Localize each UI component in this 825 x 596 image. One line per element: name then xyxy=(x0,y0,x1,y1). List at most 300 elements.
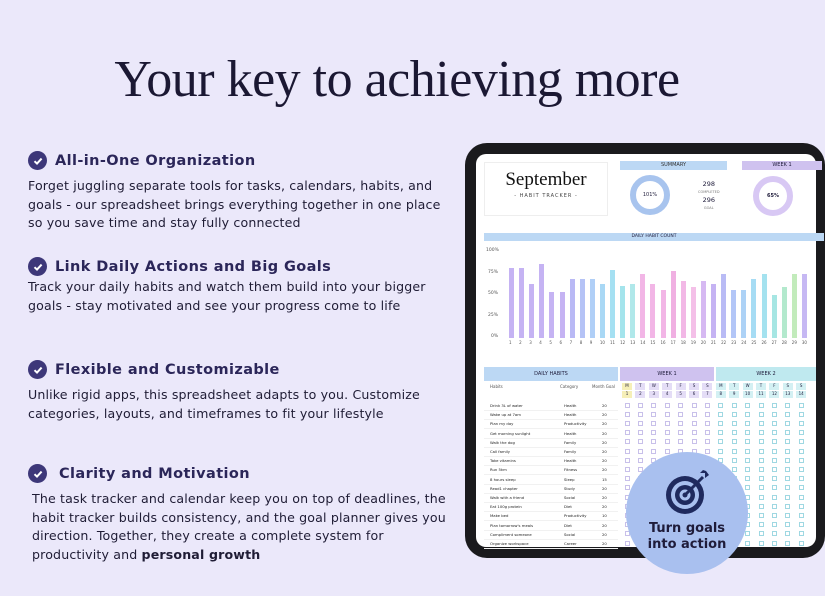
habit-checkbox[interactable] xyxy=(665,412,670,417)
habit-checkbox[interactable] xyxy=(625,485,630,490)
habit-checkbox[interactable] xyxy=(692,412,697,417)
x-tick-label: 6 xyxy=(559,340,563,345)
check-circle-icon xyxy=(28,151,47,170)
habit-checkbox[interactable] xyxy=(625,449,630,454)
habit-checkbox[interactable] xyxy=(718,439,723,444)
day-number: 14 xyxy=(796,391,806,398)
habit-checkbox[interactable] xyxy=(705,430,710,435)
x-tick-label: 20 xyxy=(700,340,706,345)
col-category: Category xyxy=(560,384,579,389)
habit-name: Organize workspace xyxy=(490,541,529,546)
chart-bar xyxy=(721,274,726,339)
day-letter: T xyxy=(635,383,645,390)
habit-goal: 20 xyxy=(602,412,607,418)
habit-checkbox[interactable] xyxy=(772,522,777,527)
x-tick-label: 14 xyxy=(640,340,646,345)
habit-name: Wake up at 7am xyxy=(490,412,521,418)
day-number: 12 xyxy=(769,391,779,398)
y-tick-label: 0% xyxy=(491,334,499,339)
habit-name: Compliment someone xyxy=(490,531,532,537)
x-tick-label: 28 xyxy=(781,340,787,345)
x-tick-label: 30 xyxy=(801,340,807,345)
habit-checkbox[interactable] xyxy=(625,467,630,472)
summary-percent: 101% xyxy=(642,192,658,198)
habit-checkbox[interactable] xyxy=(785,449,790,454)
habit-checkbox[interactable] xyxy=(745,458,750,463)
daily-count-header: DAILY HABIT COUNT xyxy=(484,233,824,241)
habit-checkbox[interactable] xyxy=(785,504,790,509)
habit-checkbox[interactable] xyxy=(759,412,764,417)
completed-label: COMPLETED xyxy=(698,190,720,194)
habit-checkbox[interactable] xyxy=(772,541,777,546)
x-tick-label: 29 xyxy=(791,340,797,345)
habit-checkbox[interactable] xyxy=(651,430,656,435)
chart-bar xyxy=(650,284,655,338)
habit-checkbox[interactable] xyxy=(651,403,656,408)
summary-ring xyxy=(630,175,670,215)
habit-category: Family xyxy=(564,449,577,454)
habit-checkbox[interactable] xyxy=(785,430,790,435)
habit-category: Health xyxy=(564,458,577,464)
habit-checkbox[interactable] xyxy=(772,504,777,509)
habit-category: Social xyxy=(564,531,576,537)
habit-checkbox[interactable] xyxy=(705,439,710,444)
habit-checkbox[interactable] xyxy=(772,485,777,490)
habit-checkbox[interactable] xyxy=(785,403,790,408)
habit-checkbox[interactable] xyxy=(638,430,643,435)
day-number: 7 xyxy=(702,391,712,398)
habit-checkbox[interactable] xyxy=(799,504,804,509)
day-number: 6 xyxy=(689,391,699,398)
habit-category: Diet xyxy=(564,504,572,510)
habit-goal: 20 xyxy=(602,522,607,528)
feature-description xyxy=(28,490,458,564)
summary-header: SUMMARY xyxy=(620,161,727,170)
feature-description: Unlike rigid apps, this spreadsheet adapts to you. Customize categories, layouts, and timeframes to fit your lifestyle xyxy=(28,387,420,421)
habit-checkbox[interactable] xyxy=(772,458,777,463)
habit-goal: 20 xyxy=(602,430,607,436)
habit-checkbox[interactable] xyxy=(705,412,710,417)
habit-category: Health xyxy=(564,430,577,436)
habit-checkbox[interactable] xyxy=(732,439,737,444)
habit-checkbox[interactable] xyxy=(745,467,750,472)
chart-bar xyxy=(741,290,746,338)
day-letter: M xyxy=(622,383,632,390)
y-tick-label: 100% xyxy=(486,248,499,253)
month-card xyxy=(484,162,608,216)
day-number: 5 xyxy=(676,391,686,398)
habit-category: Family xyxy=(564,439,577,445)
day-letter: T xyxy=(662,383,672,390)
bars-area xyxy=(509,252,815,345)
habit-checkbox[interactable] xyxy=(785,421,790,426)
habit-checkbox[interactable] xyxy=(799,541,804,546)
habit-checkbox[interactable] xyxy=(625,403,630,408)
habit-checkbox[interactable] xyxy=(799,421,804,426)
habit-checkbox[interactable] xyxy=(799,495,804,500)
col-habits: Habits xyxy=(490,384,503,389)
habit-checkbox[interactable] xyxy=(718,430,723,435)
habit-name: Make bed xyxy=(490,513,509,519)
habit-checkbox[interactable] xyxy=(759,449,764,454)
habit-checkbox[interactable] xyxy=(772,403,777,408)
badge-text-line1: Turn goals xyxy=(648,521,726,536)
habit-goal: 20 xyxy=(602,504,607,510)
habit-checkbox[interactable] xyxy=(625,412,630,417)
habit-checkbox[interactable] xyxy=(759,495,764,500)
day-letter: S xyxy=(702,383,712,390)
headline: Your key to achieving more xyxy=(114,51,680,108)
chart-bar xyxy=(630,284,635,338)
habit-checkbox[interactable] xyxy=(799,439,804,444)
habit-checkbox[interactable] xyxy=(732,430,737,435)
habit-name: Drink 3L of water xyxy=(490,403,523,408)
day-letter: S xyxy=(783,383,793,390)
badge-text-line2: into action xyxy=(647,537,727,552)
habit-checkbox[interactable] xyxy=(625,430,630,435)
habit-checkbox[interactable] xyxy=(759,439,764,444)
habit-checkbox[interactable] xyxy=(745,421,750,426)
habit-checkbox[interactable] xyxy=(799,467,804,472)
x-tick-label: 16 xyxy=(660,340,666,345)
habit-goal: 20 xyxy=(602,439,607,445)
habit-checkbox[interactable] xyxy=(678,430,683,435)
habit-checkbox[interactable] xyxy=(799,513,804,518)
month-title: September xyxy=(505,169,587,190)
day-number: 1 xyxy=(622,391,632,398)
habit-checkbox[interactable] xyxy=(745,485,750,490)
habit-checkbox[interactable] xyxy=(625,541,630,546)
habit-checkbox[interactable] xyxy=(745,449,750,454)
habit-goal: 15 xyxy=(602,476,607,482)
habit-checkbox[interactable] xyxy=(759,504,764,509)
day-letter: T xyxy=(756,383,766,390)
day-number: 2 xyxy=(635,391,645,398)
habit-checkbox[interactable] xyxy=(772,412,777,417)
completed-value: 298 xyxy=(702,180,715,188)
day-letter: S xyxy=(689,383,699,390)
target-icon xyxy=(663,469,711,517)
day-letter: F xyxy=(676,383,686,390)
habit-category: Sleep xyxy=(564,476,575,482)
habit-checkbox[interactable] xyxy=(772,513,777,518)
habit-checkbox[interactable] xyxy=(732,458,737,463)
habit-goal: 20 xyxy=(602,458,607,464)
habit-category: Productivity xyxy=(564,421,587,427)
habit-checkbox[interactable] xyxy=(785,412,790,417)
habit-category: Diet xyxy=(564,522,572,528)
chart-bar xyxy=(590,279,595,338)
habit-checkbox[interactable] xyxy=(665,403,670,408)
chart-bar xyxy=(509,268,514,338)
habit-checkbox[interactable] xyxy=(692,421,697,426)
chart-bar xyxy=(529,284,534,338)
habit-checkbox[interactable] xyxy=(759,531,764,536)
chart-bar xyxy=(691,287,696,338)
habit-checkbox[interactable] xyxy=(772,476,777,481)
habit-checkbox[interactable] xyxy=(785,541,790,546)
goal-label: GOAL xyxy=(703,206,714,210)
habit-goal: 20 xyxy=(602,485,607,491)
habit-checkbox[interactable] xyxy=(705,403,710,408)
habit-checkbox[interactable] xyxy=(745,430,750,435)
day-number: 3 xyxy=(649,391,659,398)
habit-checkbox[interactable] xyxy=(678,421,683,426)
habit-checkbox[interactable] xyxy=(772,421,777,426)
x-tick-label: 8 xyxy=(579,340,583,345)
col-goal: Month Goal xyxy=(592,384,615,389)
habit-checkbox[interactable] xyxy=(759,541,764,546)
habit-category: Productivity xyxy=(564,513,587,519)
habit-checkbox[interactable] xyxy=(772,439,777,444)
feature-title: Link Daily Actions and Big Goals xyxy=(55,258,332,275)
habit-checkbox[interactable] xyxy=(651,449,656,454)
habit-goal: 20 xyxy=(602,467,607,473)
habit-name: Eat 100g protein xyxy=(490,504,522,510)
habit-checkbox[interactable] xyxy=(785,476,790,481)
day-number: 13 xyxy=(783,391,793,398)
habit-checkbox[interactable] xyxy=(759,476,764,481)
habit-category: Study xyxy=(564,485,575,491)
habit-checkbox[interactable] xyxy=(705,449,710,454)
habit-category: Career xyxy=(564,541,577,546)
habit-checkbox[interactable] xyxy=(732,412,737,417)
habit-name: Plan my day xyxy=(490,421,514,427)
habit-checkbox[interactable] xyxy=(692,439,697,444)
day-number: 9 xyxy=(729,391,739,398)
x-tick-label: 3 xyxy=(529,340,532,345)
x-tick-label: 24 xyxy=(741,340,747,345)
x-tick-label: 25 xyxy=(751,340,757,345)
habit-checkbox[interactable] xyxy=(785,513,790,518)
feature-description: Track your daily habits and watch them build into your bigger goals - stay motivated and see your progress come to life xyxy=(28,279,426,313)
check-circle-icon xyxy=(28,360,47,379)
week1-percent: 65% xyxy=(767,193,779,199)
habit-checkbox[interactable] xyxy=(759,430,764,435)
habit-checkbox[interactable] xyxy=(785,522,790,527)
habit-name: Plan tomorrow's meals xyxy=(490,522,534,528)
habit-checkbox[interactable] xyxy=(759,513,764,518)
goal-value: 296 xyxy=(702,196,715,204)
chart-bar xyxy=(539,264,544,338)
habit-checkbox[interactable] xyxy=(799,531,804,536)
day-number: 11 xyxy=(756,391,766,398)
habit-checkbox[interactable] xyxy=(625,421,630,426)
chart-bar xyxy=(560,292,565,338)
habit-checkbox[interactable] xyxy=(665,430,670,435)
week1-ring xyxy=(753,176,793,216)
chart-bar xyxy=(792,274,797,339)
habit-checkbox[interactable] xyxy=(665,421,670,426)
x-tick-label: 19 xyxy=(690,340,696,345)
habit-category: Health xyxy=(564,412,577,418)
habit-checkbox[interactable] xyxy=(772,495,777,500)
habit-checkbox[interactable] xyxy=(651,412,656,417)
chart-bar xyxy=(701,281,706,338)
habit-checkbox[interactable] xyxy=(638,421,643,426)
habit-checkbox[interactable] xyxy=(759,421,764,426)
day-letter: W xyxy=(743,383,753,390)
chart-bar xyxy=(519,268,524,338)
chart-bar xyxy=(782,287,787,338)
habit-checkbox[interactable] xyxy=(665,449,670,454)
week1-table-header: WEEK 1 xyxy=(620,367,714,381)
habit-goal: 20 xyxy=(602,495,607,500)
table-row xyxy=(484,539,618,549)
feature-bold-text: personal growth xyxy=(141,546,261,562)
week1-header: WEEK 1 xyxy=(742,161,822,170)
habit-checkbox[interactable] xyxy=(625,458,630,463)
habit-checkbox[interactable] xyxy=(799,430,804,435)
day-letter: T xyxy=(729,383,739,390)
habit-name: 8 hours sleep xyxy=(490,476,516,482)
habit-checkbox[interactable] xyxy=(745,531,750,536)
habit-checkbox[interactable] xyxy=(638,458,643,463)
habit-name: Walk with a friend xyxy=(490,495,525,500)
habit-checkbox[interactable] xyxy=(718,449,723,454)
tracker-subtitle: - HABIT TRACKER - xyxy=(514,193,578,199)
habit-checkbox[interactable] xyxy=(745,412,750,417)
chart-bar xyxy=(681,281,686,338)
x-tick-label: 11 xyxy=(610,340,616,345)
habit-name: Walk the dog xyxy=(490,439,515,445)
feature-flexible xyxy=(28,360,458,423)
habit-checkbox[interactable] xyxy=(785,439,790,444)
day-number: 10 xyxy=(743,391,753,398)
habit-goal: 10 xyxy=(602,513,607,519)
habit-goal: 20 xyxy=(602,403,607,408)
day-number: 8 xyxy=(716,391,726,398)
x-tick-label: 5 xyxy=(549,340,552,345)
habit-checkbox[interactable] xyxy=(705,421,710,426)
daily-habit-chart xyxy=(484,246,816,346)
habit-checkbox[interactable] xyxy=(745,403,750,408)
feature-title: All-in-One Organization xyxy=(55,152,256,169)
habit-checkbox[interactable] xyxy=(638,439,643,444)
habit-checkbox[interactable] xyxy=(785,495,790,500)
habit-checkbox[interactable] xyxy=(732,467,737,472)
habit-checkbox[interactable] xyxy=(718,421,723,426)
habit-checkbox[interactable] xyxy=(718,412,723,417)
habit-checkbox[interactable] xyxy=(692,430,697,435)
chart-bar xyxy=(772,295,777,338)
week2-table-header: WEEK 2 xyxy=(716,367,816,381)
habit-checkbox[interactable] xyxy=(678,412,683,417)
habit-checkbox[interactable] xyxy=(638,412,643,417)
chart-bar xyxy=(570,279,575,338)
daily-habits-header: DAILY HABITS xyxy=(484,367,618,381)
habit-checkbox[interactable] xyxy=(785,531,790,536)
summary-numbers xyxy=(698,180,720,212)
habit-category: Social xyxy=(564,495,576,500)
x-tick-label: 10 xyxy=(599,340,605,345)
habit-checkbox[interactable] xyxy=(665,439,670,444)
habit-checkbox[interactable] xyxy=(772,449,777,454)
habit-checkbox[interactable] xyxy=(625,439,630,444)
habit-checkbox[interactable] xyxy=(785,485,790,490)
habit-checkbox[interactable] xyxy=(799,522,804,527)
chart-bar xyxy=(762,274,767,339)
habit-name: Take vitamins xyxy=(490,458,516,464)
habit-checkbox[interactable] xyxy=(799,449,804,454)
habit-checkbox[interactable] xyxy=(772,467,777,472)
habit-checkbox[interactable] xyxy=(745,439,750,444)
x-tick-label: 21 xyxy=(711,340,717,345)
chart-bar xyxy=(731,290,736,338)
habit-checkbox[interactable] xyxy=(745,476,750,481)
habit-checkbox[interactable] xyxy=(759,485,764,490)
habit-category: Fitness xyxy=(564,467,578,473)
habit-checkbox[interactable] xyxy=(718,403,723,408)
feature-description: Forget juggling separate tools for tasks, calendars, habits, and goals - our spreadsheet brings everything together in one place so you save time and stay fully connected xyxy=(28,178,441,230)
habit-checkbox[interactable] xyxy=(759,403,764,408)
feature-organization xyxy=(28,151,458,233)
habit-checkbox[interactable] xyxy=(638,449,643,454)
day-letter: S xyxy=(796,383,806,390)
x-tick-label: 1 xyxy=(509,340,512,345)
habit-checkbox[interactable] xyxy=(678,403,683,408)
habit-checkbox[interactable] xyxy=(651,439,656,444)
habit-checkbox[interactable] xyxy=(799,476,804,481)
habit-checkbox[interactable] xyxy=(772,430,777,435)
habit-checkbox[interactable] xyxy=(799,403,804,408)
check-circle-icon xyxy=(28,257,47,276)
chart-bar xyxy=(661,290,666,338)
habit-checkbox[interactable] xyxy=(625,476,630,481)
x-tick-label: 23 xyxy=(731,340,737,345)
x-tick-label: 9 xyxy=(589,340,593,345)
chart-bar xyxy=(640,274,645,339)
chart-bar xyxy=(620,286,625,338)
x-tick-label: 15 xyxy=(650,340,656,345)
habit-checkbox[interactable] xyxy=(799,412,804,417)
habit-checkbox[interactable] xyxy=(678,439,683,444)
habit-checkbox[interactable] xyxy=(759,458,764,463)
feature-title: Clarity and Motivation xyxy=(59,465,250,482)
habit-checkbox[interactable] xyxy=(732,449,737,454)
chart-bar xyxy=(600,284,605,338)
feature-link-goals xyxy=(28,257,458,315)
chart-bar xyxy=(610,270,615,338)
x-tick-label: 7 xyxy=(569,340,573,345)
habit-name: Get morning sunlight xyxy=(490,430,531,436)
feature-clarity xyxy=(28,464,458,564)
habit-checkbox[interactable] xyxy=(692,403,697,408)
day-letter: W xyxy=(649,383,659,390)
habit-checkbox[interactable] xyxy=(732,421,737,426)
x-tick-label: 13 xyxy=(630,340,636,345)
habit-checkbox[interactable] xyxy=(785,458,790,463)
habit-checkbox[interactable] xyxy=(638,403,643,408)
habit-checkbox[interactable] xyxy=(759,522,764,527)
x-tick-label: 17 xyxy=(670,340,676,345)
x-tick-label: 4 xyxy=(539,340,542,345)
chart-bar xyxy=(549,292,554,338)
habit-checkbox[interactable] xyxy=(799,458,804,463)
habit-checkbox[interactable] xyxy=(745,541,750,546)
x-tick-label: 27 xyxy=(771,340,777,345)
day-letter: M xyxy=(716,383,726,390)
goals-badge xyxy=(626,452,748,574)
habit-checkbox[interactable] xyxy=(785,467,790,472)
habit-checkbox[interactable] xyxy=(759,467,764,472)
habit-checkbox[interactable] xyxy=(772,531,777,536)
habit-checkbox[interactable] xyxy=(732,403,737,408)
habit-checkbox[interactable] xyxy=(651,421,656,426)
chart-bar xyxy=(802,274,807,339)
habit-checkbox[interactable] xyxy=(799,485,804,490)
chart-bar xyxy=(671,271,676,338)
